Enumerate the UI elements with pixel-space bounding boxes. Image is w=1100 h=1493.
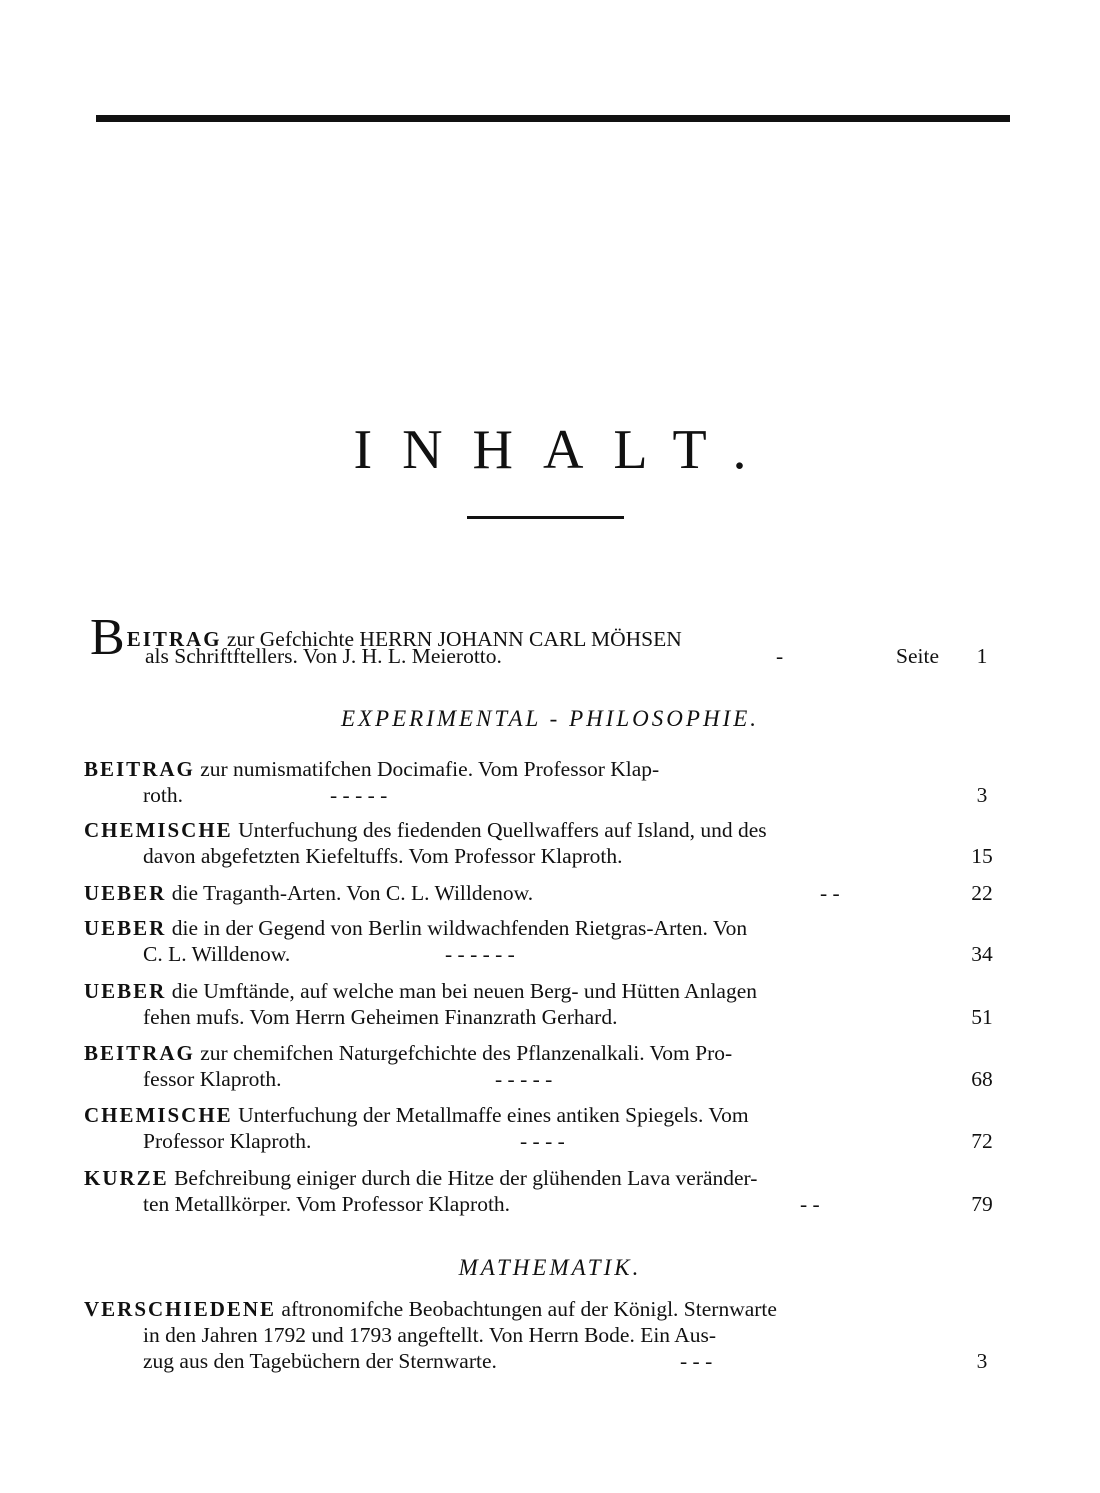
entry-text: fessor Klaproth.: [143, 1067, 282, 1091]
toc-entry: [0, 1296, 1100, 1374]
entry-keyword: CHEMISCHE: [84, 1103, 233, 1127]
page-number: 51: [971, 1005, 993, 1029]
entry-text: roth.: [143, 783, 184, 807]
page-number: 15: [971, 844, 993, 868]
entry-keyword: BEITRAG: [84, 757, 195, 781]
entry-text: davon abgefetzten Kiefeltuffs. Vom Professor Klaproth.: [143, 844, 623, 868]
toc-entry: [0, 1040, 1100, 1092]
entry-text: Professor Klaproth.: [143, 1129, 312, 1153]
seite-label: Seite: [896, 644, 939, 668]
entry-text: Unterfuchung der Metallmaffe eines antiken Spiegels. Vom: [238, 1103, 749, 1127]
entry-text: C. L. Willdenow.: [143, 942, 291, 966]
entry-text: die in der Gegend von Berlin wildwachfenden Rietgras-Arten. Von: [171, 916, 748, 940]
page-number: 3: [976, 783, 988, 807]
top-rule: [96, 115, 1010, 122]
entry-keyword: BEITRAG: [84, 1041, 195, 1065]
entry-text: zur Gefchichte HERRN JOHANN CARL MÖHSEN: [226, 627, 682, 651]
entry-keyword: UEBER: [84, 881, 167, 905]
entry-text: zur chemifchen Naturgefchichte des Pflanzenalkali. Vom Pro-: [200, 1041, 733, 1065]
toc-entry: [0, 915, 1100, 967]
leader-dots: - - - - -: [330, 783, 388, 807]
entry-keyword: VERSCHIEDENE: [84, 1297, 277, 1321]
leader-dots: - - - - - -: [445, 942, 515, 966]
leader-dots: - - -: [680, 1349, 713, 1373]
toc-entry: [0, 1102, 1100, 1154]
entry-text: in den Jahren 1792 und 1793 angeftellt. Von Herrn Bode. Ein Aus-: [143, 1323, 717, 1347]
section-heading: MATHEMATIK.: [458, 1255, 642, 1280]
entry-keyword: UEBER: [84, 979, 167, 1003]
leader-dots: - - - - -: [495, 1067, 553, 1091]
toc-entry-intro: [0, 609, 1100, 669]
leader-dots: - -: [800, 1192, 820, 1216]
entry-text: aftronomifche Beobachtungen auf der Königl. Sternwarte: [281, 1297, 777, 1321]
entry-keyword: UEBER: [84, 916, 167, 940]
page-number: 22: [971, 881, 993, 905]
toc-entry: [0, 880, 1100, 906]
entry-keyword: EITRAG: [126, 627, 222, 651]
entry-text: fehen mufs. Vom Herrn Geheimen Finanzrath Gerhard.: [143, 1005, 618, 1029]
entry-text: die Traganth-Arten. Von C. L. Willdenow.: [171, 881, 534, 905]
entry-text: die Umftände, auf welche man bei neuen Berg- und Hütten Anlagen: [171, 979, 758, 1003]
entry-text: Unterfuchung des fiedenden Quellwaffers auf Island, und des: [238, 818, 767, 842]
entry-text: ten Metallkörper. Vom Professor Klaproth.: [143, 1192, 511, 1216]
entry-keyword: CHEMISCHE: [84, 818, 233, 842]
page-number: 68: [971, 1067, 993, 1091]
toc-entry-line-2: als Schriftftellers. Von J. H. L. Meierotto. - Seite 1: [0, 643, 1100, 669]
toc-entry: [0, 817, 1100, 869]
page-number: 72: [971, 1129, 993, 1153]
page-number: 3: [976, 1349, 988, 1373]
page-title: INHALT.: [353, 419, 777, 481]
page-number: 79: [971, 1192, 993, 1216]
toc-entry: [0, 978, 1100, 1030]
page-number: 1: [976, 644, 988, 668]
entry-text: zur numismatifchen Docimafie. Vom Professor Klap-: [200, 757, 660, 781]
section-heading: EXPERIMENTAL - PHILOSOPHIE.: [340, 706, 760, 731]
leader-dots: - -: [820, 881, 840, 905]
leader-dots: - - - -: [520, 1129, 565, 1153]
page-number: 34: [971, 942, 993, 966]
title-rule: [467, 516, 624, 519]
toc-entry: [0, 1165, 1100, 1217]
entry-text: Befchreibung einiger durch die Hitze der glühenden Lava veränder-: [174, 1166, 758, 1190]
entry-text: zug aus den Tagebüchern der Sternwarte.: [143, 1349, 497, 1373]
entry-text: als Schriftftellers. Von J. H. L. Meierotto.: [145, 644, 502, 668]
toc-entry: [0, 756, 1100, 808]
entry-keyword: KURZE: [84, 1166, 169, 1190]
drop-cap: B: [90, 609, 125, 666]
